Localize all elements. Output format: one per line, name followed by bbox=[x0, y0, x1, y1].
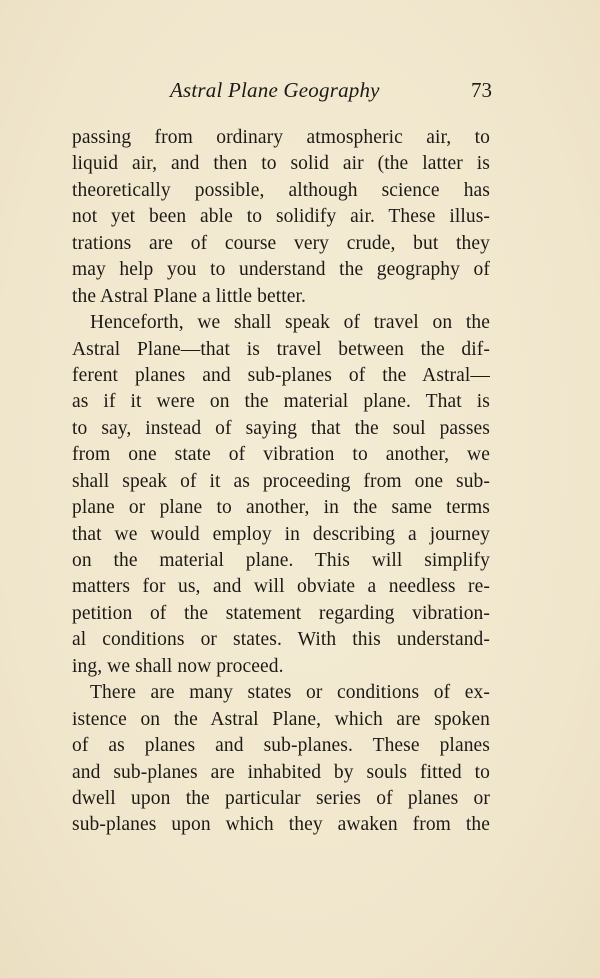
text-line: sub-planes upon which they awaken from the bbox=[72, 814, 490, 836]
page-header bbox=[72, 78, 492, 108]
text-line: passing from ordinary atmospheric air, to bbox=[72, 127, 490, 148]
text-line: on the material plane. This will simplify bbox=[72, 550, 490, 571]
text-line: ing, we shall now proceed. bbox=[72, 655, 284, 677]
text-line: istence on the Astral Plane, which are spoken bbox=[72, 708, 490, 730]
text-line: may help you to understand the geography of bbox=[72, 259, 490, 281]
page-number: 73 bbox=[471, 78, 492, 102]
text-line: ferent planes and sub-planes of the Astral— bbox=[72, 364, 490, 386]
text-line: dwell upon the particular series of planes or bbox=[72, 787, 490, 809]
text-line: to say, instead of saying that the soul passes bbox=[72, 417, 490, 439]
text-line: plane or plane to another, in the same terms bbox=[72, 497, 490, 519]
text-line: petition of the statement regarding vibration- bbox=[72, 602, 490, 624]
body-text bbox=[72, 125, 490, 839]
text-line: Henceforth, we shall speak of travel on the bbox=[90, 312, 490, 334]
text-line: liquid air, and then to solid air (the latter is bbox=[72, 153, 490, 175]
text-line: Astral Plane—that is travel between the dif- bbox=[72, 338, 490, 360]
running-title: Astral Plane Geography bbox=[170, 78, 380, 102]
text-line: al conditions or states. With this understand- bbox=[72, 629, 490, 651]
text-line: matters for us, and will obviate a needless re- bbox=[72, 576, 490, 598]
text-line: trations are of course very crude, but they bbox=[72, 232, 490, 254]
text-line: There are many states or conditions of ex- bbox=[90, 682, 490, 704]
text-line: the Astral Plane a little better. bbox=[72, 285, 306, 307]
text-line: shall speak of it as proceeding from one sub- bbox=[72, 470, 490, 492]
text-line: and sub-planes are inhabited by souls fitted to bbox=[72, 761, 490, 783]
text-line: theoretically possible, although science has bbox=[72, 179, 490, 201]
text-line: from one state of vibration to another, we bbox=[72, 444, 490, 466]
text-line: that we would employ in describing a journey bbox=[72, 523, 490, 545]
text-line: as if it were on the material plane. That is bbox=[72, 391, 490, 413]
text-line: not yet been able to solidify air. These illus- bbox=[72, 206, 490, 228]
text-line: of as planes and sub-planes. These planes bbox=[72, 735, 490, 757]
